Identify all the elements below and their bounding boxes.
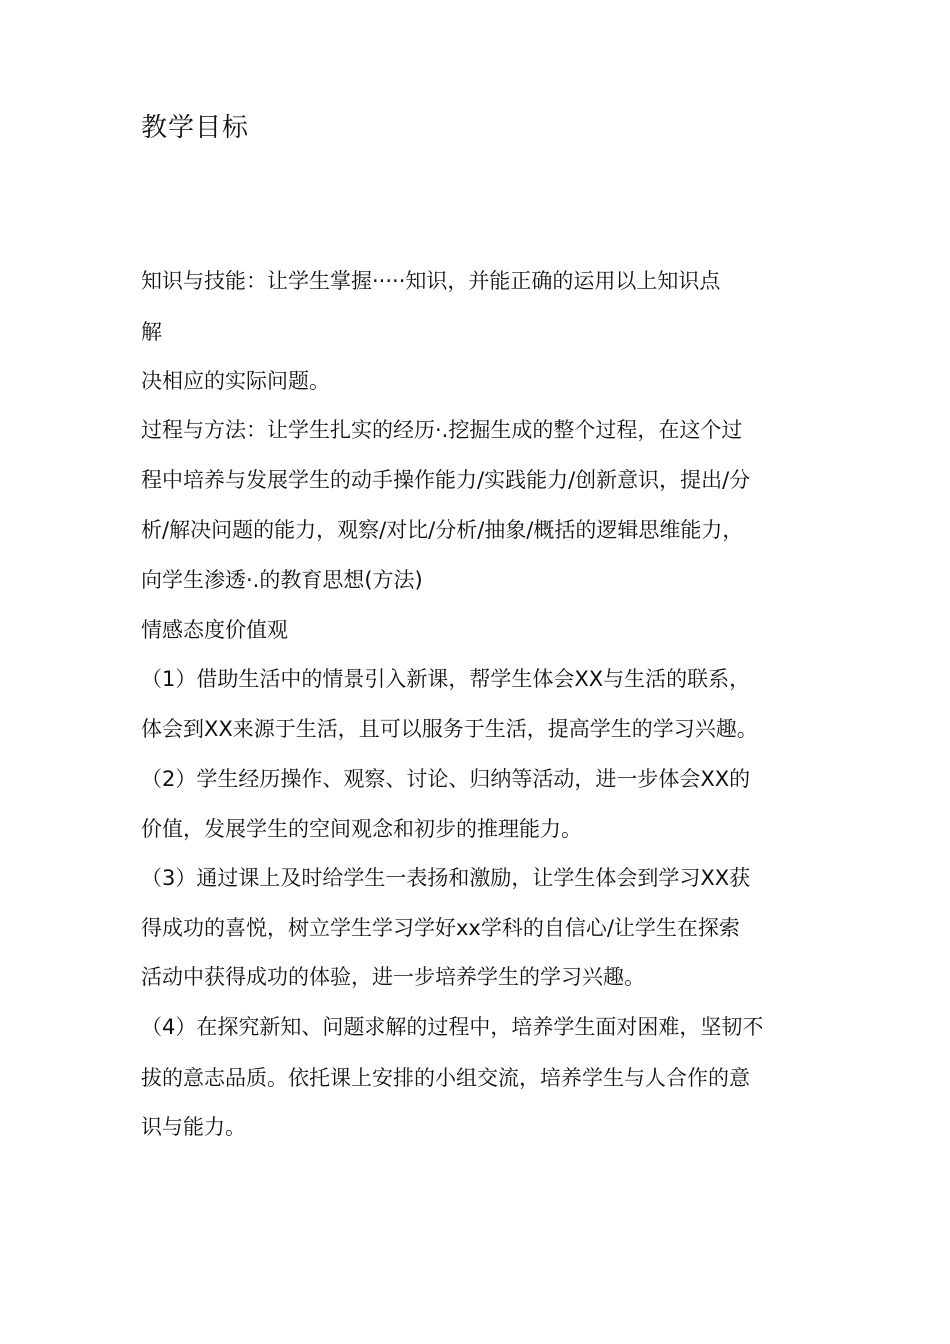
list-item: （3）通过课上及时给学生一表扬和激励，让学生体会到学习XX获 [141, 866, 751, 890]
list-item-continuation: 体会到XX来源于生活，且可以服务于生活，提高学生的学习兴趣。 [141, 717, 758, 741]
list-item: （4）在探究新知、问题求解的过程中，培养学生面对困难，坚韧不 [141, 1015, 764, 1039]
paragraph-line: 决相应的实际问题。 [141, 369, 330, 393]
list-item: （2）学生经历操作、观察、讨论、归纳等活动，进一步体会XX的 [141, 767, 751, 791]
paragraph-line: 程中培养与发展学生的动手操作能力/实践能力/创新意识，提出/分 [141, 468, 751, 492]
document-title: 教学目标 [141, 113, 250, 143]
list-item-continuation: 活动中获得成功的体验，进一步培养学生的学习兴趣。 [141, 965, 645, 989]
paragraph-line: 过程与方法：让学生扎实的经历·.挖掘生成的整个过程，在这个过 [141, 418, 743, 442]
paragraph-line: 知识与技能：让学生掌握·····知识，并能正确的运用以上知识点 [141, 269, 721, 293]
list-item: （1）借助生活中的情景引入新课，帮学生体会XX与生活的联系， [141, 667, 751, 691]
paragraph-line: 析/解决问题的能力，观察/对比/分析/抽象/概括的逻辑思维能力， [141, 518, 744, 542]
paragraph-line: 向学生渗透·.的教育思想(方法) [141, 568, 423, 592]
list-item-continuation: 识与能力。 [141, 1115, 246, 1139]
section-heading: 情感态度价值观 [141, 618, 288, 642]
paragraph-line: 解 [141, 320, 162, 344]
list-item-continuation: 得成功的喜悦，树立学生学习学好xx学科的自信心/让学生在探索 [141, 916, 740, 940]
list-item-continuation: 拔的意志品质。依托课上安排的小组交流，培养学生与人合作的意 [141, 1066, 750, 1090]
list-item-continuation: 价值，发展学生的空间观念和初步的推理能力。 [141, 817, 582, 841]
